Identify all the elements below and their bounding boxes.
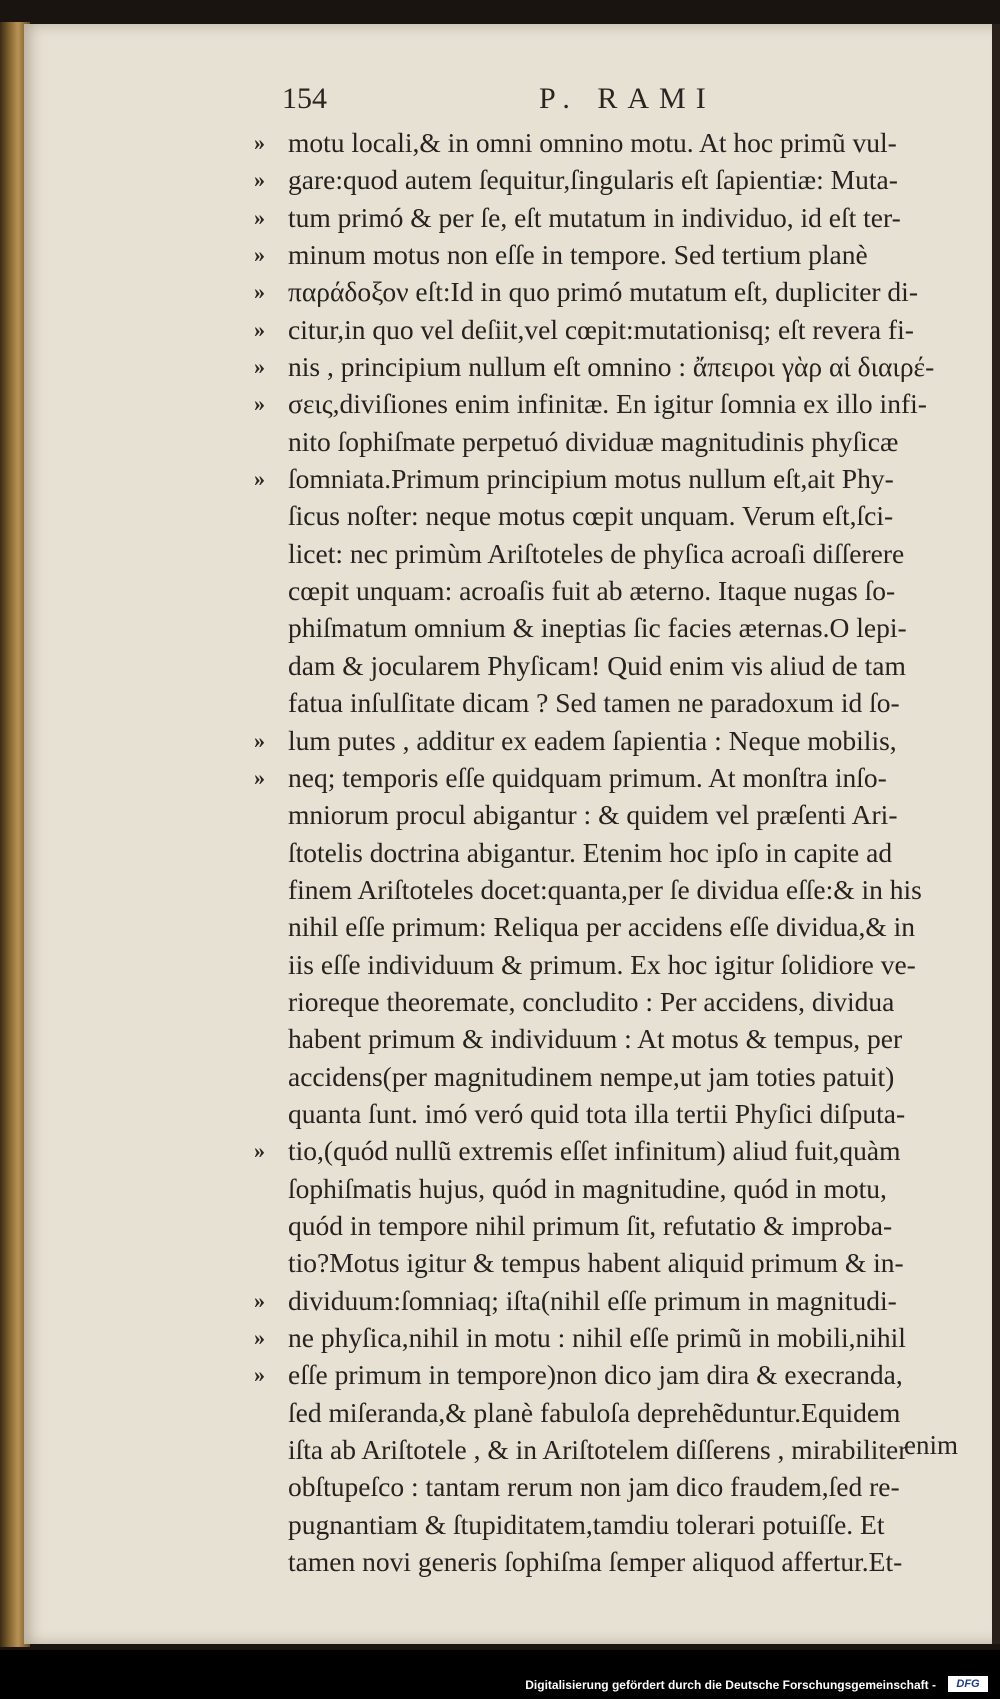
text-line: [24, 834, 1000, 871]
catchword: enim: [904, 1430, 958, 1460]
text-line: [24, 871, 1000, 908]
line-text: ſtotelis doctrina abigantur. Etenim hoc ipſo in capite ad: [288, 836, 893, 868]
text-line: [24, 497, 1000, 534]
footer-credit: Digitalisierung gefördert durch die Deutsche Forschungsgemeinschaft -: [525, 1678, 936, 1692]
text-line: [24, 908, 1000, 945]
line-text: fatua inſulſitate dicam ? Sed tamen ne paradoxum id ſo-: [288, 687, 900, 719]
text-block: [24, 124, 1000, 1580]
quotation-marker: »: [254, 1325, 265, 1350]
text-line: [24, 348, 1000, 385]
line-text: ſophiſmatis hujus, quód in magnitudine, quód in motu,: [288, 1172, 887, 1204]
text-line: [24, 1543, 1000, 1580]
text-line: [24, 311, 1000, 348]
quotation-marker: »: [254, 1287, 265, 1313]
line-text: nito ſophiſmate perpetuó dividuæ magnitudinis phyſicæ: [288, 425, 899, 457]
line-text: eſſe primum in tempore)non dico jam dira & execranda,: [288, 1359, 903, 1391]
text-line: [24, 759, 1000, 796]
quotation-marker: »: [254, 204, 265, 230]
line-text: ſicus noſter: neque motus cœpit unquam. Verum eſt,ſci-: [288, 500, 894, 532]
line-text: finem Ariſtoteles docet:quanta,per ſe dividua eſſe:& in his: [288, 873, 922, 905]
line-text: licet: nec primùm Ariſtoteles de phyſica acroaſi diſſerere: [288, 537, 905, 569]
text-line: [24, 1095, 1000, 1132]
line-text: pugnantiam & ſtupiditatem,tamdiu tolerari potuiſſe. Et: [288, 1508, 885, 1540]
text-line: [24, 983, 1000, 1020]
text-line: [24, 796, 1000, 833]
line-text: motu locali,& in omni omnino motu. At hoc primũ vul-: [288, 127, 897, 158]
line-text: minum motus non eſſe in tempore. Sed tertium planè: [288, 239, 868, 271]
text-line: [24, 460, 1000, 497]
line-text: gare:quod autem ſequitur,ſingularis eſt ſapientiæ: Muta-: [288, 164, 898, 196]
footer-bar: [0, 1650, 1000, 1699]
text-line: [24, 124, 1000, 161]
line-text: obſtupeſco : tantam rerum non jam dico fraudem,ſed re-: [288, 1471, 900, 1503]
book-page: [24, 24, 1000, 1644]
quotation-marker: »: [254, 167, 265, 193]
line-text: cœpit unquam: acroaſis fuit ab æterno. Itaque nugas ſo-: [288, 575, 896, 607]
line-text: neq; temporis eſſe quidquam primum. At monſtra inſo-: [288, 761, 887, 793]
line-text: mniorum procul abigantur : & quidem vel præſenti Ari-: [288, 799, 898, 831]
quotation-marker: »: [254, 279, 265, 305]
line-text: σεις,diviſiones enim infinitæ. En igitur ſomnia ex illo infi-: [288, 388, 927, 420]
text-line: [24, 1468, 1000, 1505]
line-text: iis eſſe individuum & primum. Ex hoc igitur ſolidiore ve-: [288, 948, 916, 980]
running-head: P. RAMI: [539, 82, 716, 115]
line-text: tum primó & per ſe, eſt mutatum in individuo, id eſt ter-: [288, 201, 901, 233]
quotation-marker: »: [254, 1138, 265, 1164]
right-edge-strip: [992, 24, 1000, 1644]
quotation-marker: »: [254, 764, 265, 790]
line-text: dam & jocularem Phyſicam! Quid enim vis aliud de tam: [288, 649, 906, 681]
page-header: [24, 82, 1000, 122]
text-line: [24, 572, 1000, 609]
text-line: [24, 273, 1000, 310]
line-text: tio,(quód nullũ extremis eſſet infinitum) aliud fuit,quàm: [288, 1135, 901, 1167]
line-text: phiſmatum omnium & ineptias ſic facies æternas.O lepi-: [288, 612, 907, 644]
line-text: ſomniata.Primum principium motus nullum eſt,ait Phy-: [288, 463, 894, 495]
quotation-marker: »: [254, 727, 265, 753]
line-text: accidens(per magnitudinem nempe,ut jam toties patuit): [288, 1060, 895, 1092]
line-text: nis , principium nullum eſt omnino : ἄπειροι γὰρ αἱ διαιρέ-: [288, 351, 935, 383]
quotation-marker: »: [254, 466, 265, 492]
line-text: tio?Motus igitur & tempus habent aliquid primum & in-: [288, 1247, 904, 1279]
text-line: [24, 161, 1000, 198]
line-text: ne phyſica,nihil in motu : nihil eſſe primũ in mobili,nihil: [288, 1322, 906, 1353]
line-text: iſta ab Ariſtotele , & in Ariſtotelem diſſerens , mirabiliter: [288, 1434, 908, 1466]
text-line: [24, 236, 1000, 273]
text-line: [24, 1170, 1000, 1207]
line-text: habent primum & individuum : At motus & tempus, per: [288, 1023, 903, 1055]
text-line: [24, 385, 1000, 422]
text-line: [24, 1431, 1000, 1468]
text-line: [24, 423, 1000, 460]
line-text: quanta ſunt. imó veró quid tota illa tertii Phyſici diſputa-: [288, 1097, 906, 1129]
line-text: rioreque theoremate, concludito : Per accidens, dividua: [288, 985, 895, 1017]
text-line: [24, 684, 1000, 721]
line-text: dividuum:ſomniaq; iſta(nihil eſſe primum in magnitudi-: [288, 1284, 897, 1316]
text-line: [24, 1132, 1000, 1169]
text-line: [24, 1020, 1000, 1057]
text-line: [24, 1319, 1000, 1356]
text-line: [24, 1506, 1000, 1543]
quotation-marker: »: [254, 354, 265, 380]
text-line: [24, 647, 1000, 684]
quotation-marker: »: [254, 242, 265, 268]
line-text: lum putes , additur ex eadem ſapientia : Neque mobilis,: [288, 724, 897, 756]
line-text: tamen novi generis ſophiſma ſemper aliquod affertur.Et-: [288, 1546, 903, 1578]
text-line: [24, 1058, 1000, 1095]
text-line: [24, 1207, 1000, 1244]
text-line: [24, 199, 1000, 236]
text-line: [24, 946, 1000, 983]
text-line: [24, 722, 1000, 759]
quotation-marker: »: [254, 130, 265, 155]
dfg-logo: DFG: [948, 1676, 988, 1692]
line-text: ſed miſeranda,& planè fabuloſa deprehẽduntur.Equidem: [288, 1396, 901, 1428]
line-text: nihil eſſe primum: Reliqua per accidens eſſe dividua,& in: [288, 911, 915, 943]
line-text: παράδοξον eſt:Id in quo primó mutatum eſt, dupliciter di-: [288, 276, 918, 308]
text-line: [24, 1282, 1000, 1319]
text-line: [24, 1394, 1000, 1431]
quotation-marker: »: [254, 316, 265, 342]
text-line: [24, 609, 1000, 646]
line-text: citur,in quo vel deſiit,vel cœpit:mutationisq; eſt revera fi-: [288, 313, 914, 345]
text-line: [24, 1244, 1000, 1281]
line-text: quód in tempore nihil primum ſit, refutatio & improba-: [288, 1209, 893, 1241]
quotation-marker: »: [254, 391, 265, 417]
text-line: [24, 535, 1000, 572]
quotation-marker: »: [254, 1362, 265, 1388]
page-number: 154: [282, 82, 327, 115]
text-line: [24, 1356, 1000, 1393]
